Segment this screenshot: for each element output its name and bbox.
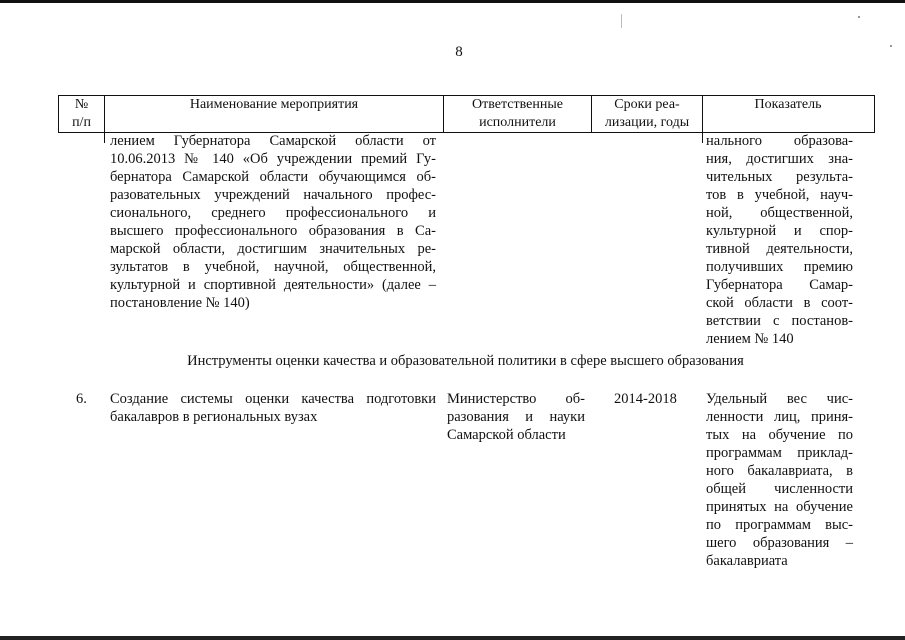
- continued-row-name: лением Губернатора Самарской области от 10.06.2013 № 140 «Об учреждении премий Гу- бернатора Самарской области обучающимся об- разовательных учреждений начального профес- сионального, среднего профессионального и высшего профессионального образования в Са- марской области, достигшим значительных ре- зультатов в учебной, научной, общественной, культурной и спортивной деятельности» (далее – постановление № 140): [110, 133, 436, 311]
- scan-speck: [621, 14, 622, 28]
- page-number: 8: [455, 44, 463, 60]
- header-col-number: № п/п: [72, 97, 91, 130]
- header-col-term: Сроки реа- лизации, годы: [604, 97, 690, 130]
- row-6-indicator: Удельный вес чис- ленности лиц, приня- тых на обучение по программам приклад- ного бакалавриата, в общей численности принятых на обучение по программам выс- шего образования – бакалавриата: [706, 391, 853, 569]
- continued-row-indicator: нального образова- ния, достигших зна- чительных результа- тов в учебной, науч- ной, общественной, культурной и спор- тивной деятельности, получивших премию Губернатора Самар- ской области в соот- ветствии с постанов- лением № 140: [706, 133, 853, 347]
- row-6-responsible: Министерство об- разования и науки Самарской области: [447, 391, 585, 443]
- section-title: Инструменты оценки качества и образовательной политики в сфере высшего образования: [187, 353, 744, 369]
- header-col-indicator: Показатель: [754, 97, 822, 112]
- row-6-term: 2014-2018: [614, 391, 677, 407]
- row-6-number: 6.: [76, 391, 87, 407]
- row-6-name: Создание системы оценки качества подготовки бакалавров в региональных вузах: [110, 391, 436, 425]
- scan-speck: [890, 45, 892, 47]
- header-col-responsible: Ответственные исполнители: [472, 97, 563, 130]
- column-line: [104, 131, 105, 143]
- column-line: [702, 131, 703, 143]
- scan-speck: [858, 16, 860, 18]
- scan-border-bottom: [0, 636, 905, 640]
- header-col-name: Наименование мероприятия: [189, 97, 359, 112]
- scan-border-top: [0, 0, 905, 3]
